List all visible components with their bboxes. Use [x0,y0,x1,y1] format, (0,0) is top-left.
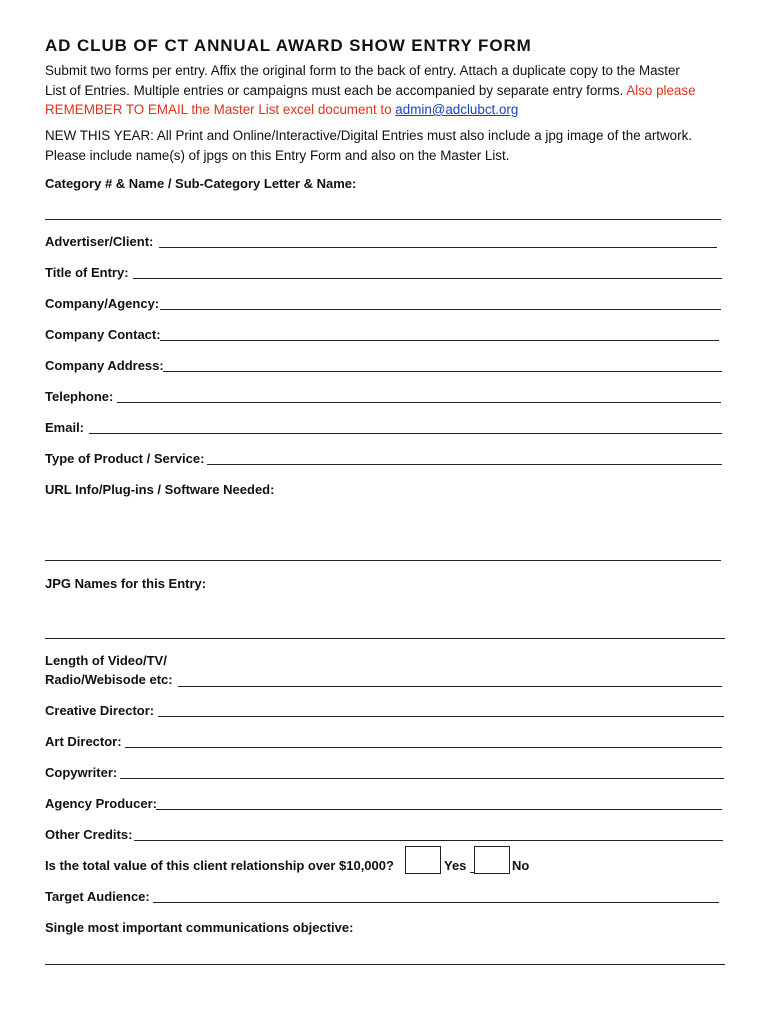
intro-line-1: Submit two forms per entry. Affix the original form to the back of entry. Attach a duplicate copy to the Master [45,63,680,78]
telephone-line[interactable] [117,402,721,403]
value-question-label: Is the total value of this client relationship over $10,000? [45,858,394,873]
intro-red-2: REMEMBER TO EMAIL the Master List excel document to [45,102,392,117]
jpg-label: JPG Names for this Entry: [45,576,207,591]
address-label: Company Address: [45,358,164,373]
intro-line-3 [45,100,735,120]
category-label: Category # & Name / Sub-Category Letter & Name: [45,176,357,191]
length-label-line-2: Radio/Webisode etc: [45,672,173,687]
url-line[interactable] [45,560,721,561]
title-of-entry-line[interactable] [133,278,722,279]
length-line[interactable] [178,686,722,687]
intro-red-1: Also please [626,82,696,98]
yes-option-label: Yes [444,858,467,873]
company-label: Company/Agency: [45,296,160,311]
length-label-line-1: Length of Video/TV/ [45,653,167,668]
email-link[interactable]: admin@adclubct.org [395,102,519,117]
contact-label: Company Contact: [45,327,161,342]
producer-label: Agency Producer: [45,796,157,811]
intro-paragraph [45,61,735,120]
product-label: Type of Product / Service: [45,451,205,466]
product-line[interactable] [207,464,722,465]
creative-director-label: Creative Director: [45,703,155,718]
company-line[interactable] [160,309,721,310]
intro-line-2 [45,81,735,101]
other-credits-label: Other Credits: [45,827,133,842]
target-audience-line[interactable] [153,902,719,903]
address-line[interactable] [163,371,722,372]
art-director-line[interactable] [125,747,722,748]
category-line[interactable] [45,219,721,220]
form-title: AD CLUB OF CT ANNUAL AWARD SHOW ENTRY FORM [45,36,532,55]
art-director-label: Art Director: [45,734,122,749]
telephone-label: Telephone: [45,389,114,404]
no-option-label: No [512,858,530,873]
email-label: Email: [45,420,85,435]
jpg-line[interactable] [45,638,725,639]
creative-director-line[interactable] [158,716,724,717]
email-line[interactable] [89,433,722,434]
yes-checkbox[interactable] [405,846,441,874]
target-audience-label: Target Audience: [45,889,150,904]
new-this-year-paragraph [45,126,735,165]
intro-line-2-text: List of Entries. Multiple entries or campaigns must each be accompanied by separate entry forms. [45,82,624,98]
advertiser-label: Advertiser/Client: [45,234,154,249]
contact-line[interactable] [160,340,719,341]
other-credits-line[interactable] [134,840,723,841]
no-checkbox[interactable] [474,846,510,874]
new-line-2: Please include name(s) of jpgs on this Entry Form and also on the Master List. [45,147,510,163]
url-label: URL Info/Plug-ins / Software Needed: [45,482,275,497]
advertiser-line[interactable] [159,247,717,248]
copywriter-label: Copywriter: [45,765,118,780]
copywriter-line[interactable] [120,778,724,779]
objective-label: Single most important communications objective: [45,920,354,935]
title-of-entry-label: Title of Entry: [45,265,129,280]
producer-line[interactable] [156,809,722,810]
new-line-1: NEW THIS YEAR: All Print and Online/Interactive/Digital Entries must also include a jpg image of the artwork. [45,128,692,143]
objective-line[interactable] [45,964,725,965]
